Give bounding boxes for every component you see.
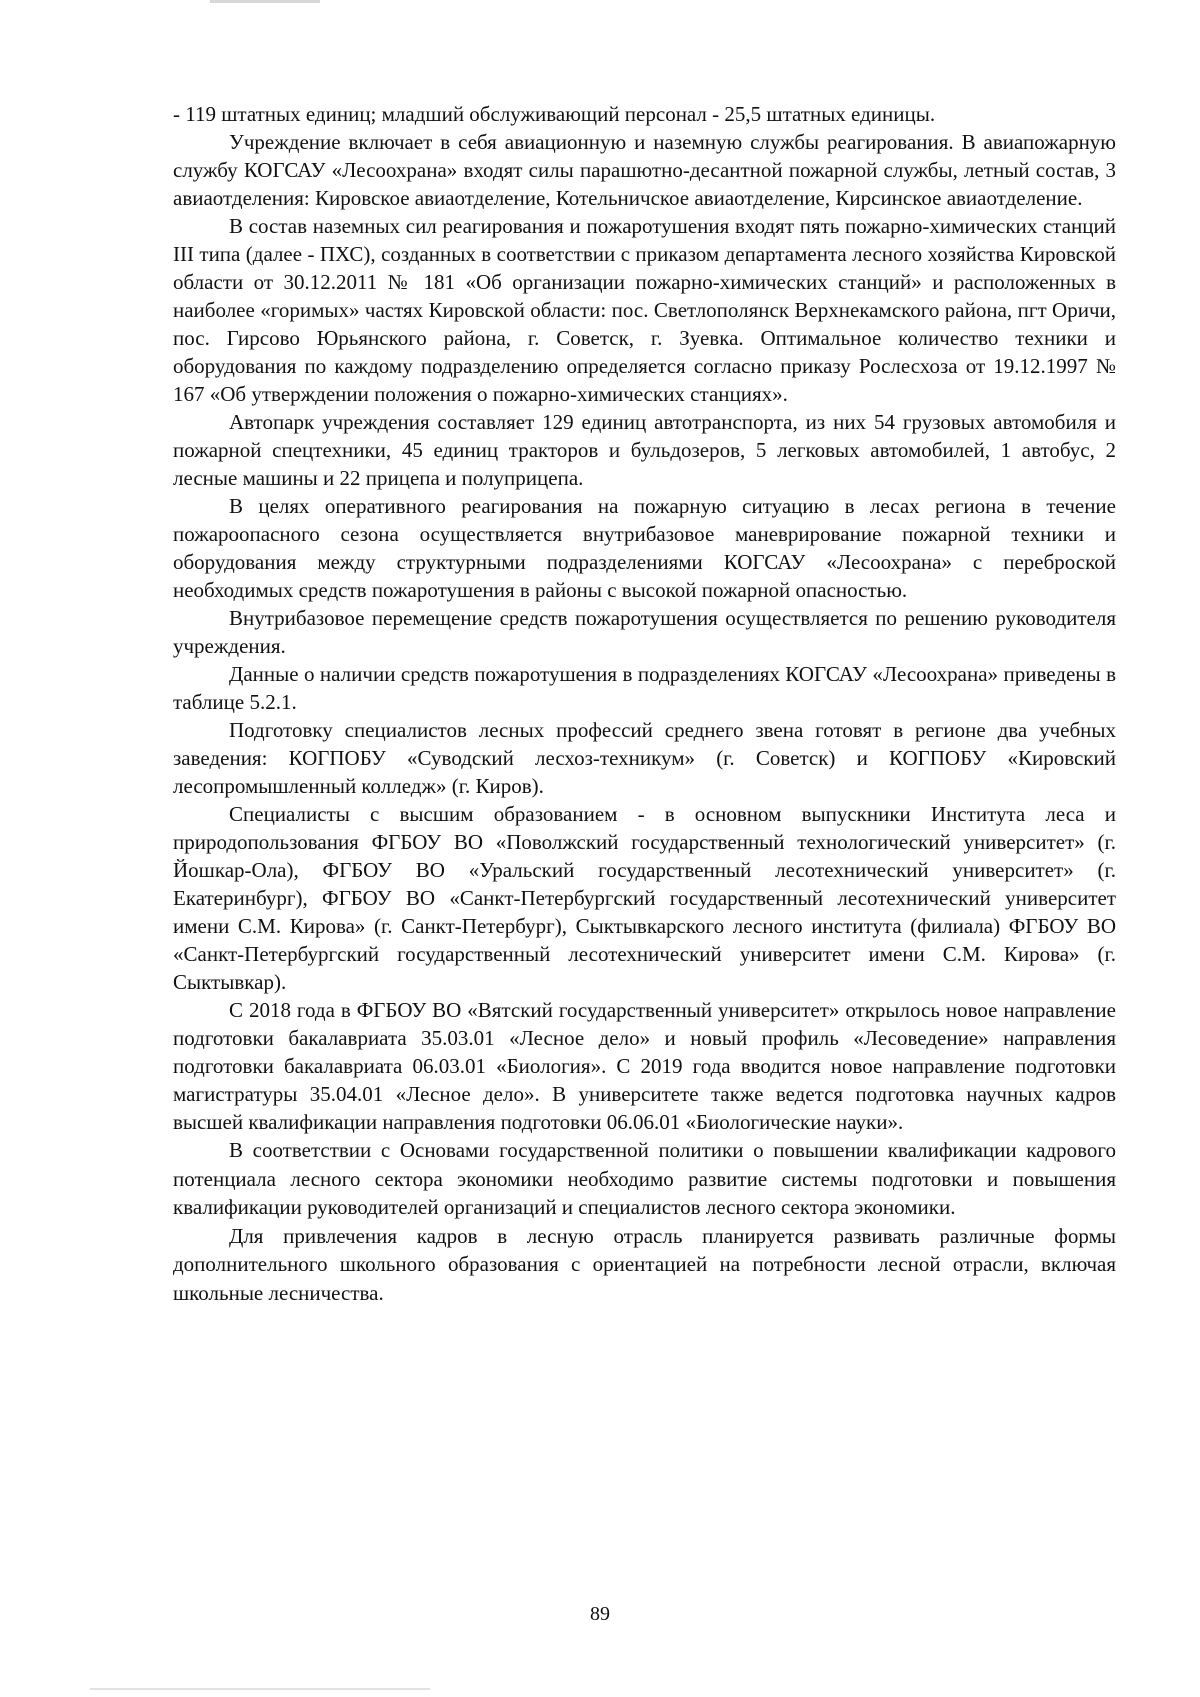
scan-artifact-top [210, 0, 320, 3]
paragraph-vehicle-fleet: Автопарк учреждения составляет 129 единиц автотранспорта, из них 54 грузовых автомобиля и пожарной спецтехники, 45 единиц тракторов и бульдозеров, 5 легковых автомобилей, 1 автобус, 2 лесные машины и 22 прицепа и полуприцепа. [173, 410, 1116, 490]
paragraph-relocation: Внутрибазовое перемещение средств пожаротушения осуществляется по решению руководителя учреждения. [173, 606, 1116, 658]
paragraph-vyatka-university: С 2018 года в ФГБОУ ВО «Вятский государственный университет» открылось новое направление подготовки бакалавриата 35.03.01 «Лесное дело» и новый профиль «Лесоведение» направления подготовки бакалавриата 06.03.01 «Биология». С 2019 года вводится новое направление подготовки магистратуры 35.04.01 «Лесное дело». В университете также ведется подготовка научных кадров высшей квалификации направления подготовки 06.06.01 «Биологические науки». [173, 998, 1116, 1134]
paragraph-secondary-education: Подготовку специалистов лесных профессий среднего звена готовят в регионе два учебных заведения: КОГПОБУ «Суводский лесхоз-техникум» (г. Советск) и КОГПОБУ «Кировский лесопромышленный колледж» (г. Киров). [173, 718, 1116, 798]
paragraph-table-reference: Данные о наличии средств пожаротушения в подразделениях КОГСАУ «Лесоохрана» приведены в таблице 5.2.1. [173, 662, 1116, 714]
paragraph-school-forestry: Для привлечения кадров в лесную отрасль планируется развивать различные формы дополнительного школьного образования с ориентацией на потребности лесной отрасли, включая школьные лесничества. [173, 1223, 1116, 1305]
paragraph-state-policy: В соответствии с Основами государственной политики о повышении квалификации кадрового потенциала лесного сектора экономики необходимо развитие системы подготовки и повышения квалификации руководителей организаций и специалистов лесного сектора экономики. [173, 1138, 1116, 1220]
paragraph-ground-forces: В состав наземных сил реагирования и пожаротушения входят пять пожарно-химических станций III типа (далее - ПХС), созданных в соответствии с приказом департамента лесного хозяйства Кировской области от 30.12.2011 № 181 «Об организации пожарно-химических станций» и расположенных в наиболее «горимых» частях Кировской области: пос. Светлополянск Верхнекамского района, пгт Оричи, пос. Гирсово Юрьянского района, г. Советск, г. Зуевка. Оптимальное количество техники и оборудования по каждому подразделению определяется согласно приказу Рослесхоза от 19.12.1997 № 167 «Об утверждении положения о пожарно-химических станциях». [173, 214, 1116, 406]
paragraph-staff-count: - 119 штатных единиц; младший обслуживающий персонал - 25,5 штатных единицы. [173, 102, 936, 126]
scan-artifact-bottom [90, 1688, 430, 1690]
page-number: 89 [590, 1603, 610, 1625]
paragraph-maneuvering: В целях оперативного реагирования на пожарную ситуацию в лесах региона в течение пожароопасного сезона осуществляется внутрибазовое маневрирование пожарной техники и оборудования между структурными подразделениями КОГСАУ «Лесоохрана» с переброской необходимых средств пожаротушения в районы с высокой пожарной опасностью. [173, 494, 1116, 602]
document-body [173, 100, 1116, 1308]
paragraph-higher-education: Специалисты с высшим образованием - в основном выпускники Института леса и природопользования ФГБОУ ВО «Поволжский государственный технологический университет» (г. Йошкар-Ола), ФГБОУ ВО «Уральский государственный лесотехнический университет» (г. Екатеринбург), ФГБОУ ВО «Санкт-Петербургский государственный лесотехнический университет имени С.М. Кирова» (г. Санкт-Петербург), Сыктывкарского лесного института (филиала) ФГБОУ ВО «Санкт-Петербургский государственный лесотехнический университет имени С.М. Кирова» (г. Сыктывкар). [173, 802, 1116, 994]
paragraph-response-services: Учреждение включает в себя авиационную и наземную службы реагирования. В авиапожарную службу КОГСАУ «Лесоохрана» входят силы парашютно-десантной пожарной службы, летный состав, 3 авиаотделения: Кировское авиаотделение, Котельничское авиаотделение, Кирсинское авиаотделение. [173, 130, 1116, 210]
